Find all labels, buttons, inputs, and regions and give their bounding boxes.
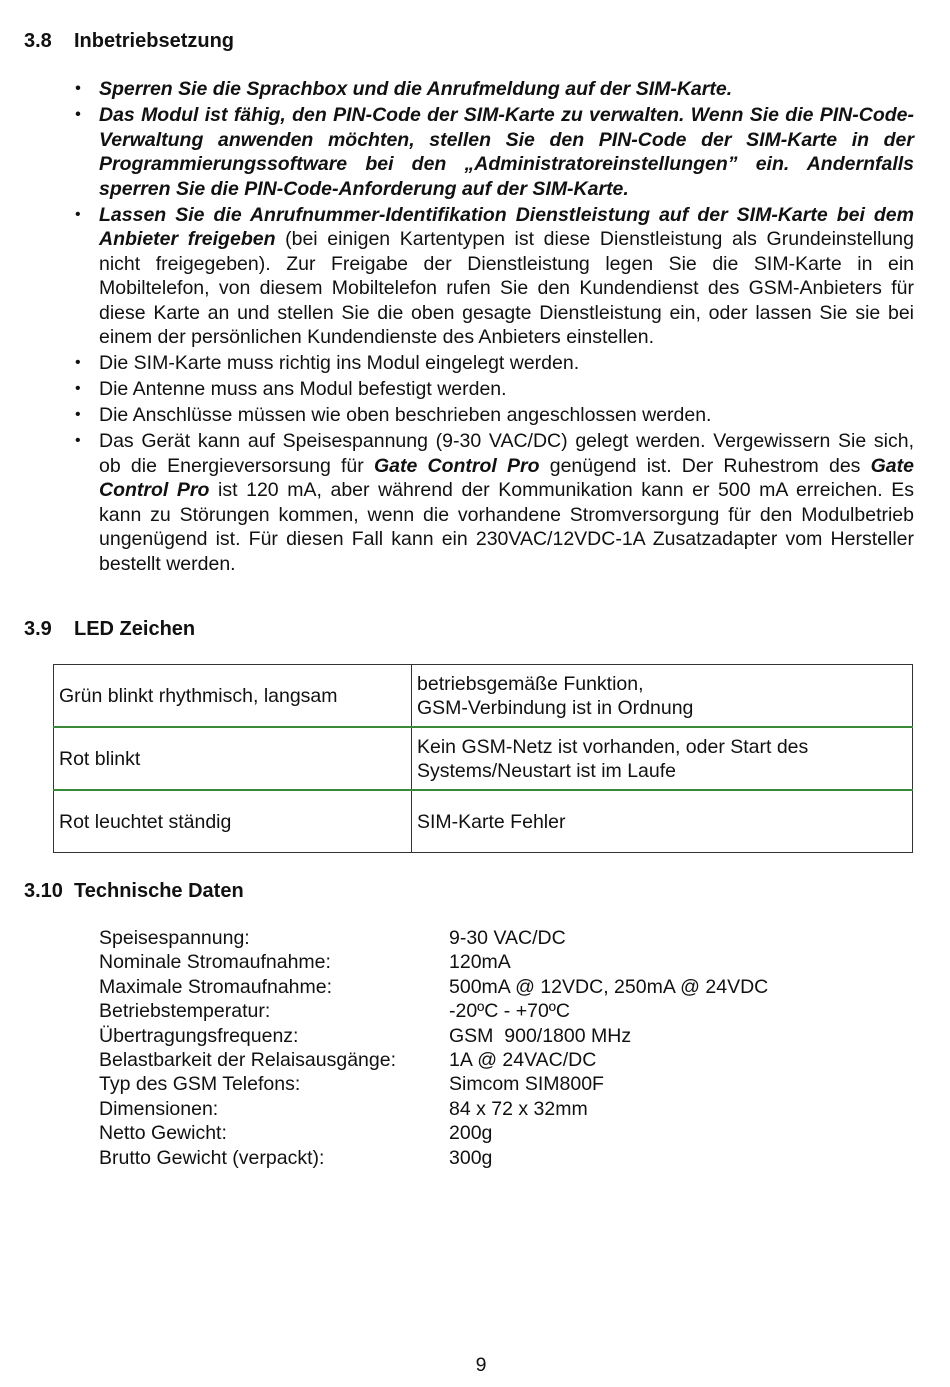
list-item-text: Sperren Sie die Sprachbox und die Anrufmeldung auf der SIM-Karte. [99,78,733,100]
spec-value: 500mA @ 12VDC, 250mA @ 24VDC [449,975,769,998]
spec-value: 9-30 VAC/DC [449,927,566,949]
section-number: 3.9 [24,618,52,640]
spec-row [99,1097,768,1121]
list-item [99,351,914,376]
list-item-text: Das Modul ist fähig, den PIN-Code der SIM-Karte zu verwalten. Wenn Sie die PIN-Code-Verwaltung anwenden möchten, stellen Sie den PIN-Code der SIM-Karte in der Programmierungssoftware bei den „Administratoreinstellungen” ein. Andernfalls sperren Sie die PIN-Code-Anforderung auf der SIM-Karte. [99,104,914,200]
page-number: 9 [475,1354,487,1376]
list-item [99,77,914,102]
spec-row [99,1048,768,1072]
list-item-text: Das Gerät kann auf Speisespannung (9-30 VAC/DC) gelegt werden. Vergewissern Sie sich, ob die Energieversorsung für [99,430,914,477]
product-name: Gate Control Pro [99,454,914,501]
spec-row [99,975,768,999]
list-item [99,377,914,402]
setup-instructions-list [99,77,914,578]
led-meaning-cell [412,665,913,728]
list-item [99,429,914,576]
list-item-text: ist 120 mA, aber während der Kommunikation kann er 500 mA erreichen. Es kann zu Störungen kommen, wenn die vorhandene Stromversorgung für den Modulbetrieb ungenügend ist. Für diesen Fall kann ein 230VAC/12VDC-1A Zusatzadapter vom Hersteller bestellt werden. [99,479,914,575]
spec-row [99,1121,768,1145]
table-row [54,665,913,728]
section-number: 3.10 [24,880,63,902]
list-item-text: Die SIM-Karte muss richtig ins Modul eingelegt werden. [99,352,580,374]
list-item-text: Die Antenne muss ans Modul befestigt werden. [99,378,507,400]
spec-label: Belastbarkeit der Relaisausgänge: [99,1049,397,1072]
led-signal-cell: Rot leuchtet ständig [54,790,412,853]
list-item [99,403,914,428]
spec-label: Typ des GSM Telefons: [99,1073,301,1096]
list-item-text: genügend ist. Der Ruhestrom des [539,454,871,477]
section-number: 3.8 [24,30,52,52]
table-row [54,727,913,790]
spec-row [99,926,768,950]
spec-label: Speisespannung: [99,927,250,949]
led-signal-table [53,664,913,853]
spec-label: Dimensionen: [99,1097,219,1120]
spec-row [99,1024,768,1048]
spec-value: 200g [449,1122,493,1145]
list-item [99,203,914,350]
spec-value: 1A @ 24VAC/DC [449,1049,597,1072]
spec-label: Übertragungsfrequenz: [99,1024,299,1047]
section-title: LED Zeichen [74,618,196,640]
spec-value: Simcom SIM800F [449,1073,604,1096]
meaning-line: Kein GSM-Netz ist vorhanden, oder Start des [417,735,809,758]
spec-value: 120mA [449,951,511,974]
product-name: Gate Control Pro [373,454,540,477]
list-item [99,103,914,201]
meaning-line: betriebsgemäße Funktion, [417,672,644,695]
section-heading-inbetriebsetzung [24,30,234,53]
spec-row [99,950,768,974]
spec-row [99,1146,768,1170]
spec-label: Brutto Gewicht (verpackt): [99,1146,325,1169]
spec-value: 84 x 72 x 32mm [449,1097,588,1120]
spec-value: -20ºC - +70ºC [449,1000,570,1023]
led-signal-cell: Grün blinkt rhythmisch, langsam [54,665,412,728]
list-item-text: Die Anschlüsse müssen wie oben beschrieben angeschlossen werden. [99,404,712,426]
spec-label: Nominale Stromaufnahme: [99,951,331,974]
meaning-line: SIM-Karte Fehler [417,810,566,833]
spec-label: Netto Gewicht: [99,1122,227,1145]
section-heading-led-zeichen [24,618,195,641]
section-title: Inbetriebsetzung [74,30,235,52]
spec-value: GSM 900/1800 MHz [449,1024,632,1047]
led-meaning-cell [412,727,913,790]
meaning-line: GSM-Verbindung ist in Ordnung [417,696,694,719]
list-item-emphasis: Lassen Sie die Anrufnummer-Identifikation Dienstleistung auf der SIM-Karte bei dem Anbieter freigeben [99,203,914,250]
technical-specs-list [99,926,768,1170]
spec-row [99,999,768,1023]
led-signal-cell: Rot blinkt [54,727,412,790]
list-item-text: (bei einigen Kartentypen ist diese Dienstleistung als Grundeinstellung nicht freigegeben). Zur Freigabe der Dienstleistung legen Sie die SIM-Karte in ein Mobiltelefon, von diesem Mobiltelefon rufen Sie den Kundendienst des GSM-Anbieters für diese Karte an und stellen Sie die oben gesagte Dienstleistung ein, oder lassen Sie sie bei einem der persönlichen Kundendienste des Anbieters einstellen. [99,228,914,348]
spec-label: Betriebstemperatur: [99,1000,271,1023]
spec-row [99,1072,768,1096]
table-row [54,790,913,853]
spec-label: Maximale Stromaufnahme: [99,975,333,998]
section-heading-technische-daten [24,880,244,903]
meaning-line: Systems/Neustart ist im Laufe [417,759,677,782]
led-meaning-cell [412,790,913,853]
section-title: Technische Daten [74,880,244,902]
spec-value: 300g [449,1146,493,1169]
